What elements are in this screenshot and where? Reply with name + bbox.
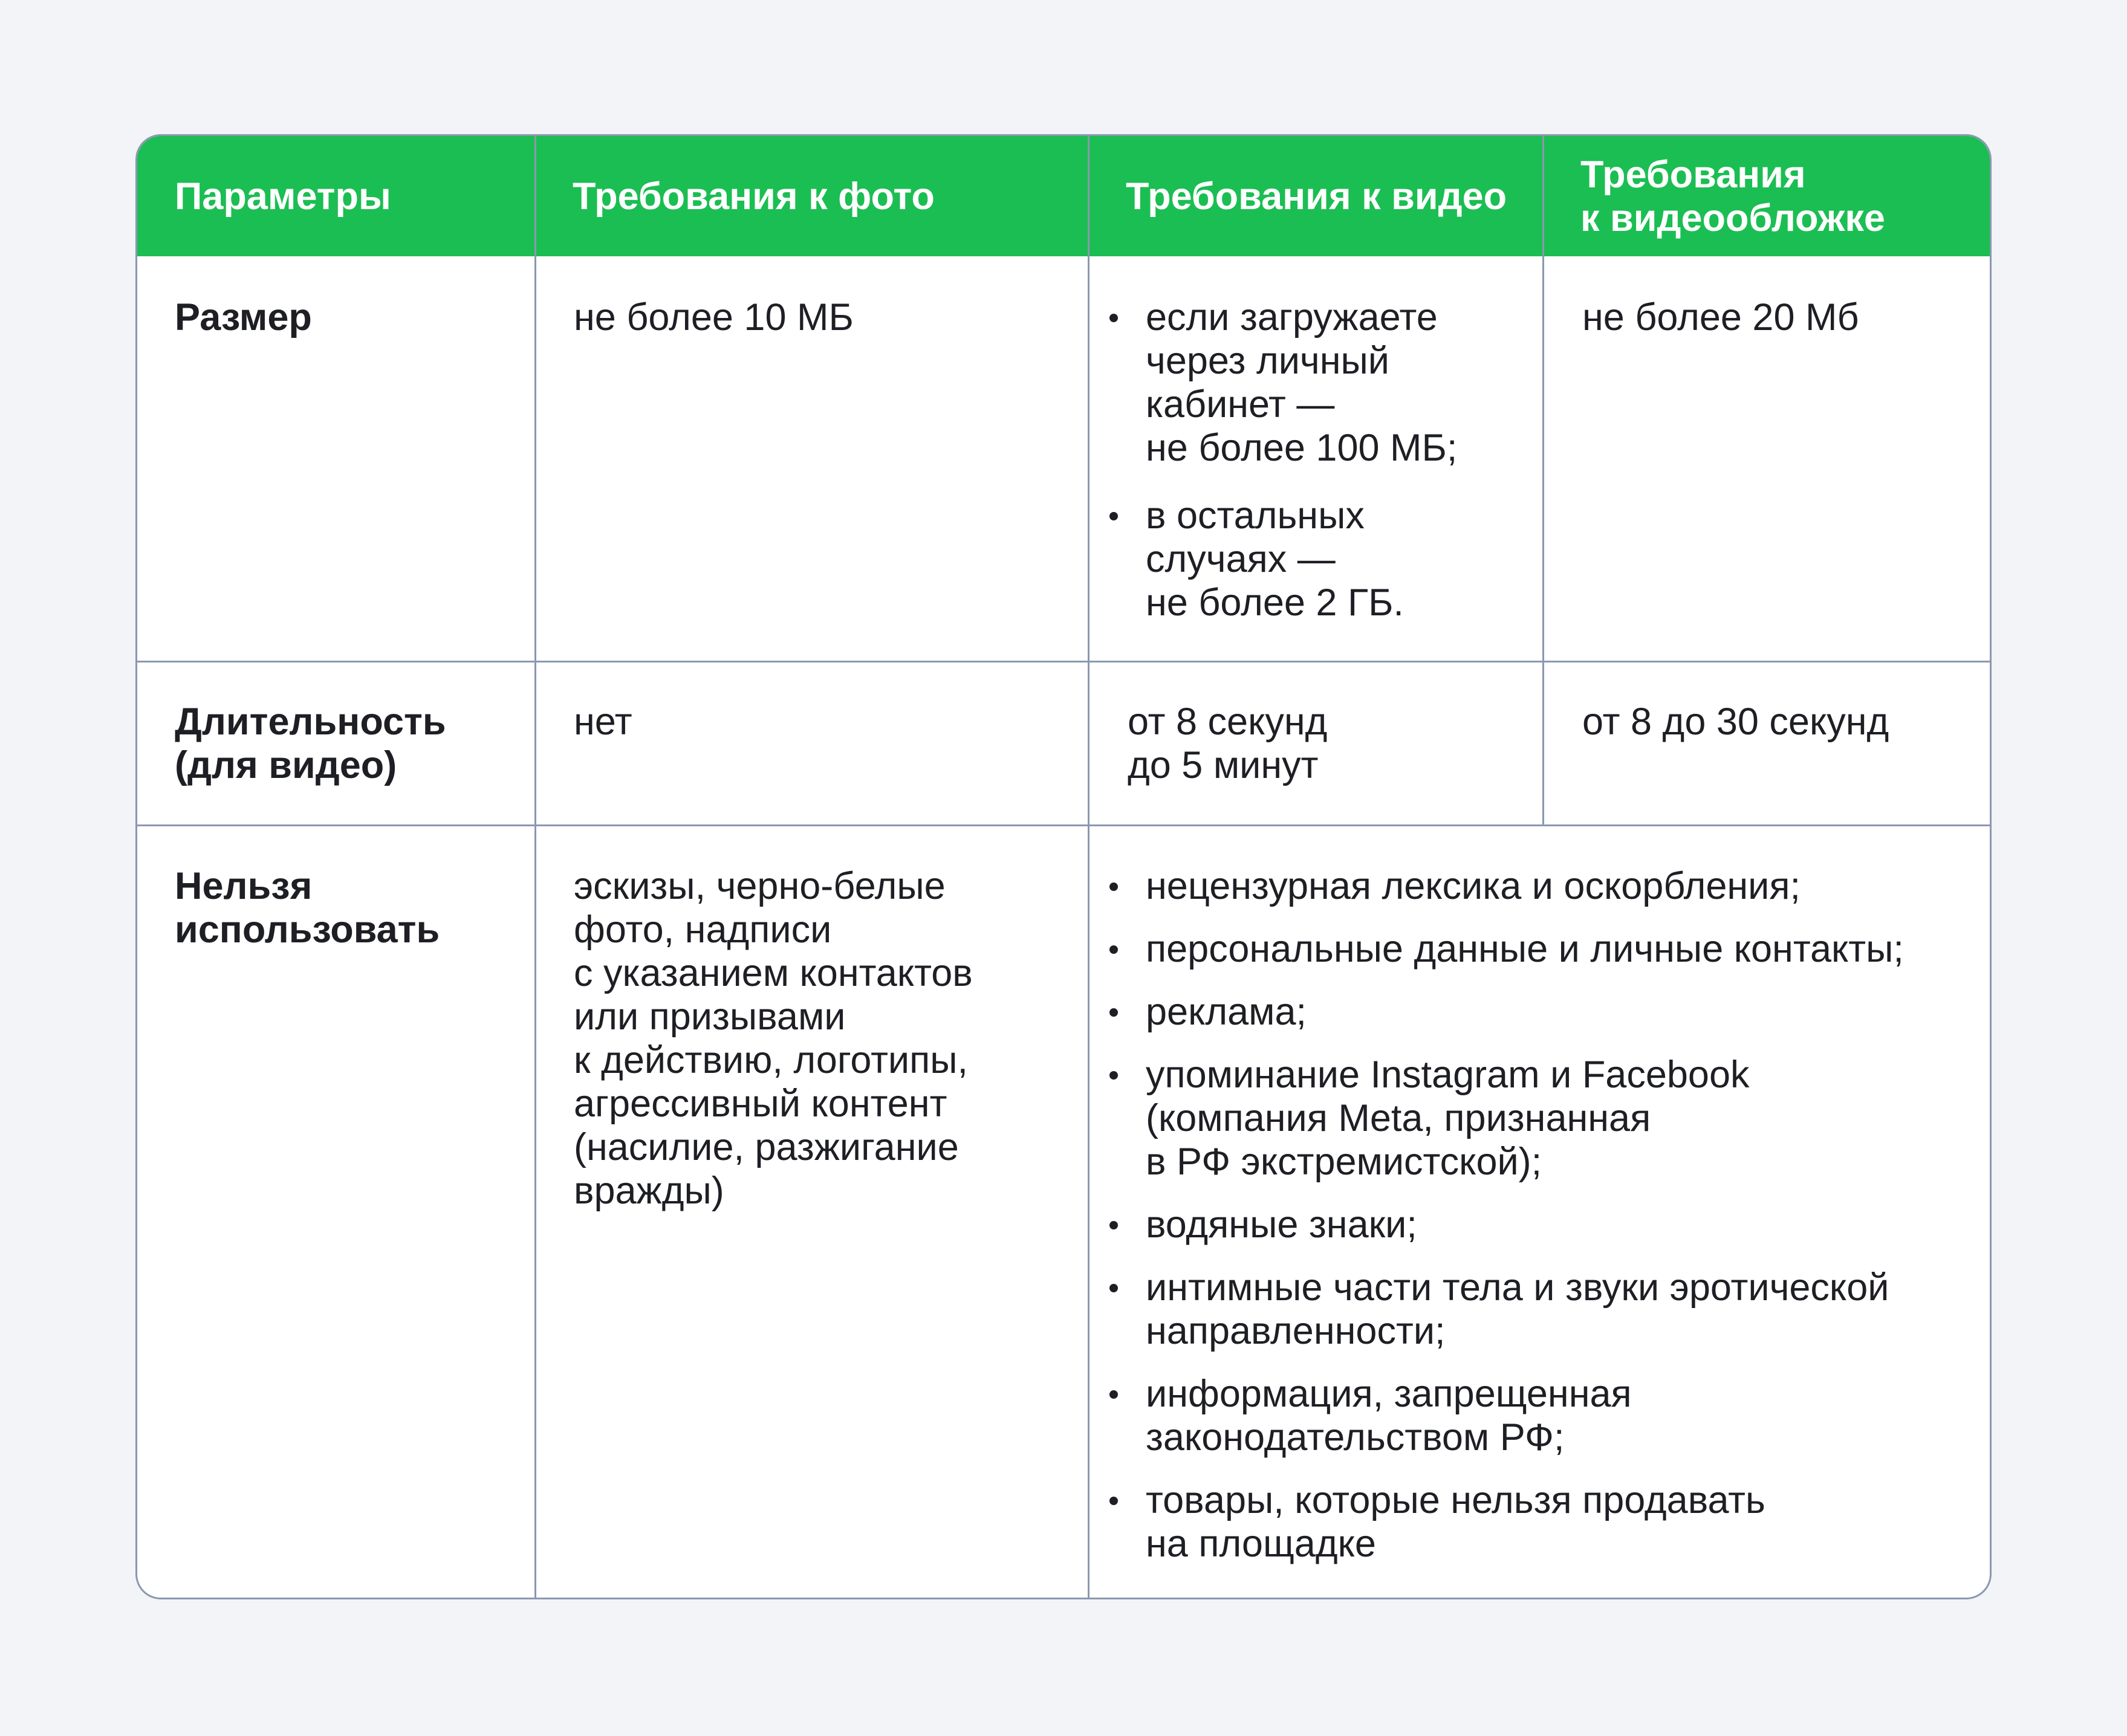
header-video-requirements: Требования к видео — [1126, 175, 1507, 218]
row-label-duration: Длительность (для видео) — [175, 701, 446, 786]
header-photo-requirements: Требования к фото — [573, 175, 935, 218]
list-item: персональные данные и личные контакты; — [1088, 927, 1983, 971]
video-size-list — [1088, 296, 1536, 644]
row-divider — [137, 661, 1992, 662]
list-item: реклама; — [1088, 990, 1983, 1034]
row-divider — [137, 824, 1992, 826]
cover-duration-value: от 8 до 30 секунд — [1582, 701, 1889, 743]
cover-size-value: не более 20 Мб — [1582, 296, 1859, 338]
list-item: информация, запрещенная законодательством РФ; — [1088, 1372, 1983, 1459]
column-divider — [1542, 136, 1544, 826]
photo-size-value: не более 10 МБ — [574, 296, 854, 338]
video-forbidden-list — [1088, 864, 1983, 1585]
row-label-forbidden: Нельзя использовать — [175, 865, 440, 951]
column-divider — [534, 136, 536, 1599]
header-parameters: Параметры — [175, 175, 391, 218]
photo-forbidden-text: эскизы, черно-белые фото, надписи с указанием контактов или призывами к действию, логотипы, агрессивный контент (насилие, разжигание вражды) — [574, 865, 973, 1212]
list-item: в остальных случаях — не более 2 ГБ. — [1088, 494, 1536, 624]
photo-duration-value: нет — [574, 701, 632, 743]
row-label-size: Размер — [175, 296, 312, 338]
list-item: товары, которые нельзя продавать на площадке — [1088, 1479, 1983, 1566]
requirements-table — [135, 134, 1992, 1599]
list-item: упоминание Instagram и Facebook (компания Meta, признанная в РФ экстремистской); — [1088, 1053, 1983, 1184]
video-duration-value: от 8 секунд до 5 минут — [1128, 701, 1328, 786]
list-item: водяные знаки; — [1088, 1203, 1983, 1246]
list-item: нецензурная лексика и оскорбления; — [1088, 864, 1983, 908]
list-item: интимные части тела и звуки эротической направленности; — [1088, 1266, 1983, 1353]
header-cover-requirements: Требования к видеообложке — [1580, 153, 1885, 239]
list-item: если загружаете через личный кабинет — не более 100 МБ; — [1088, 296, 1536, 470]
